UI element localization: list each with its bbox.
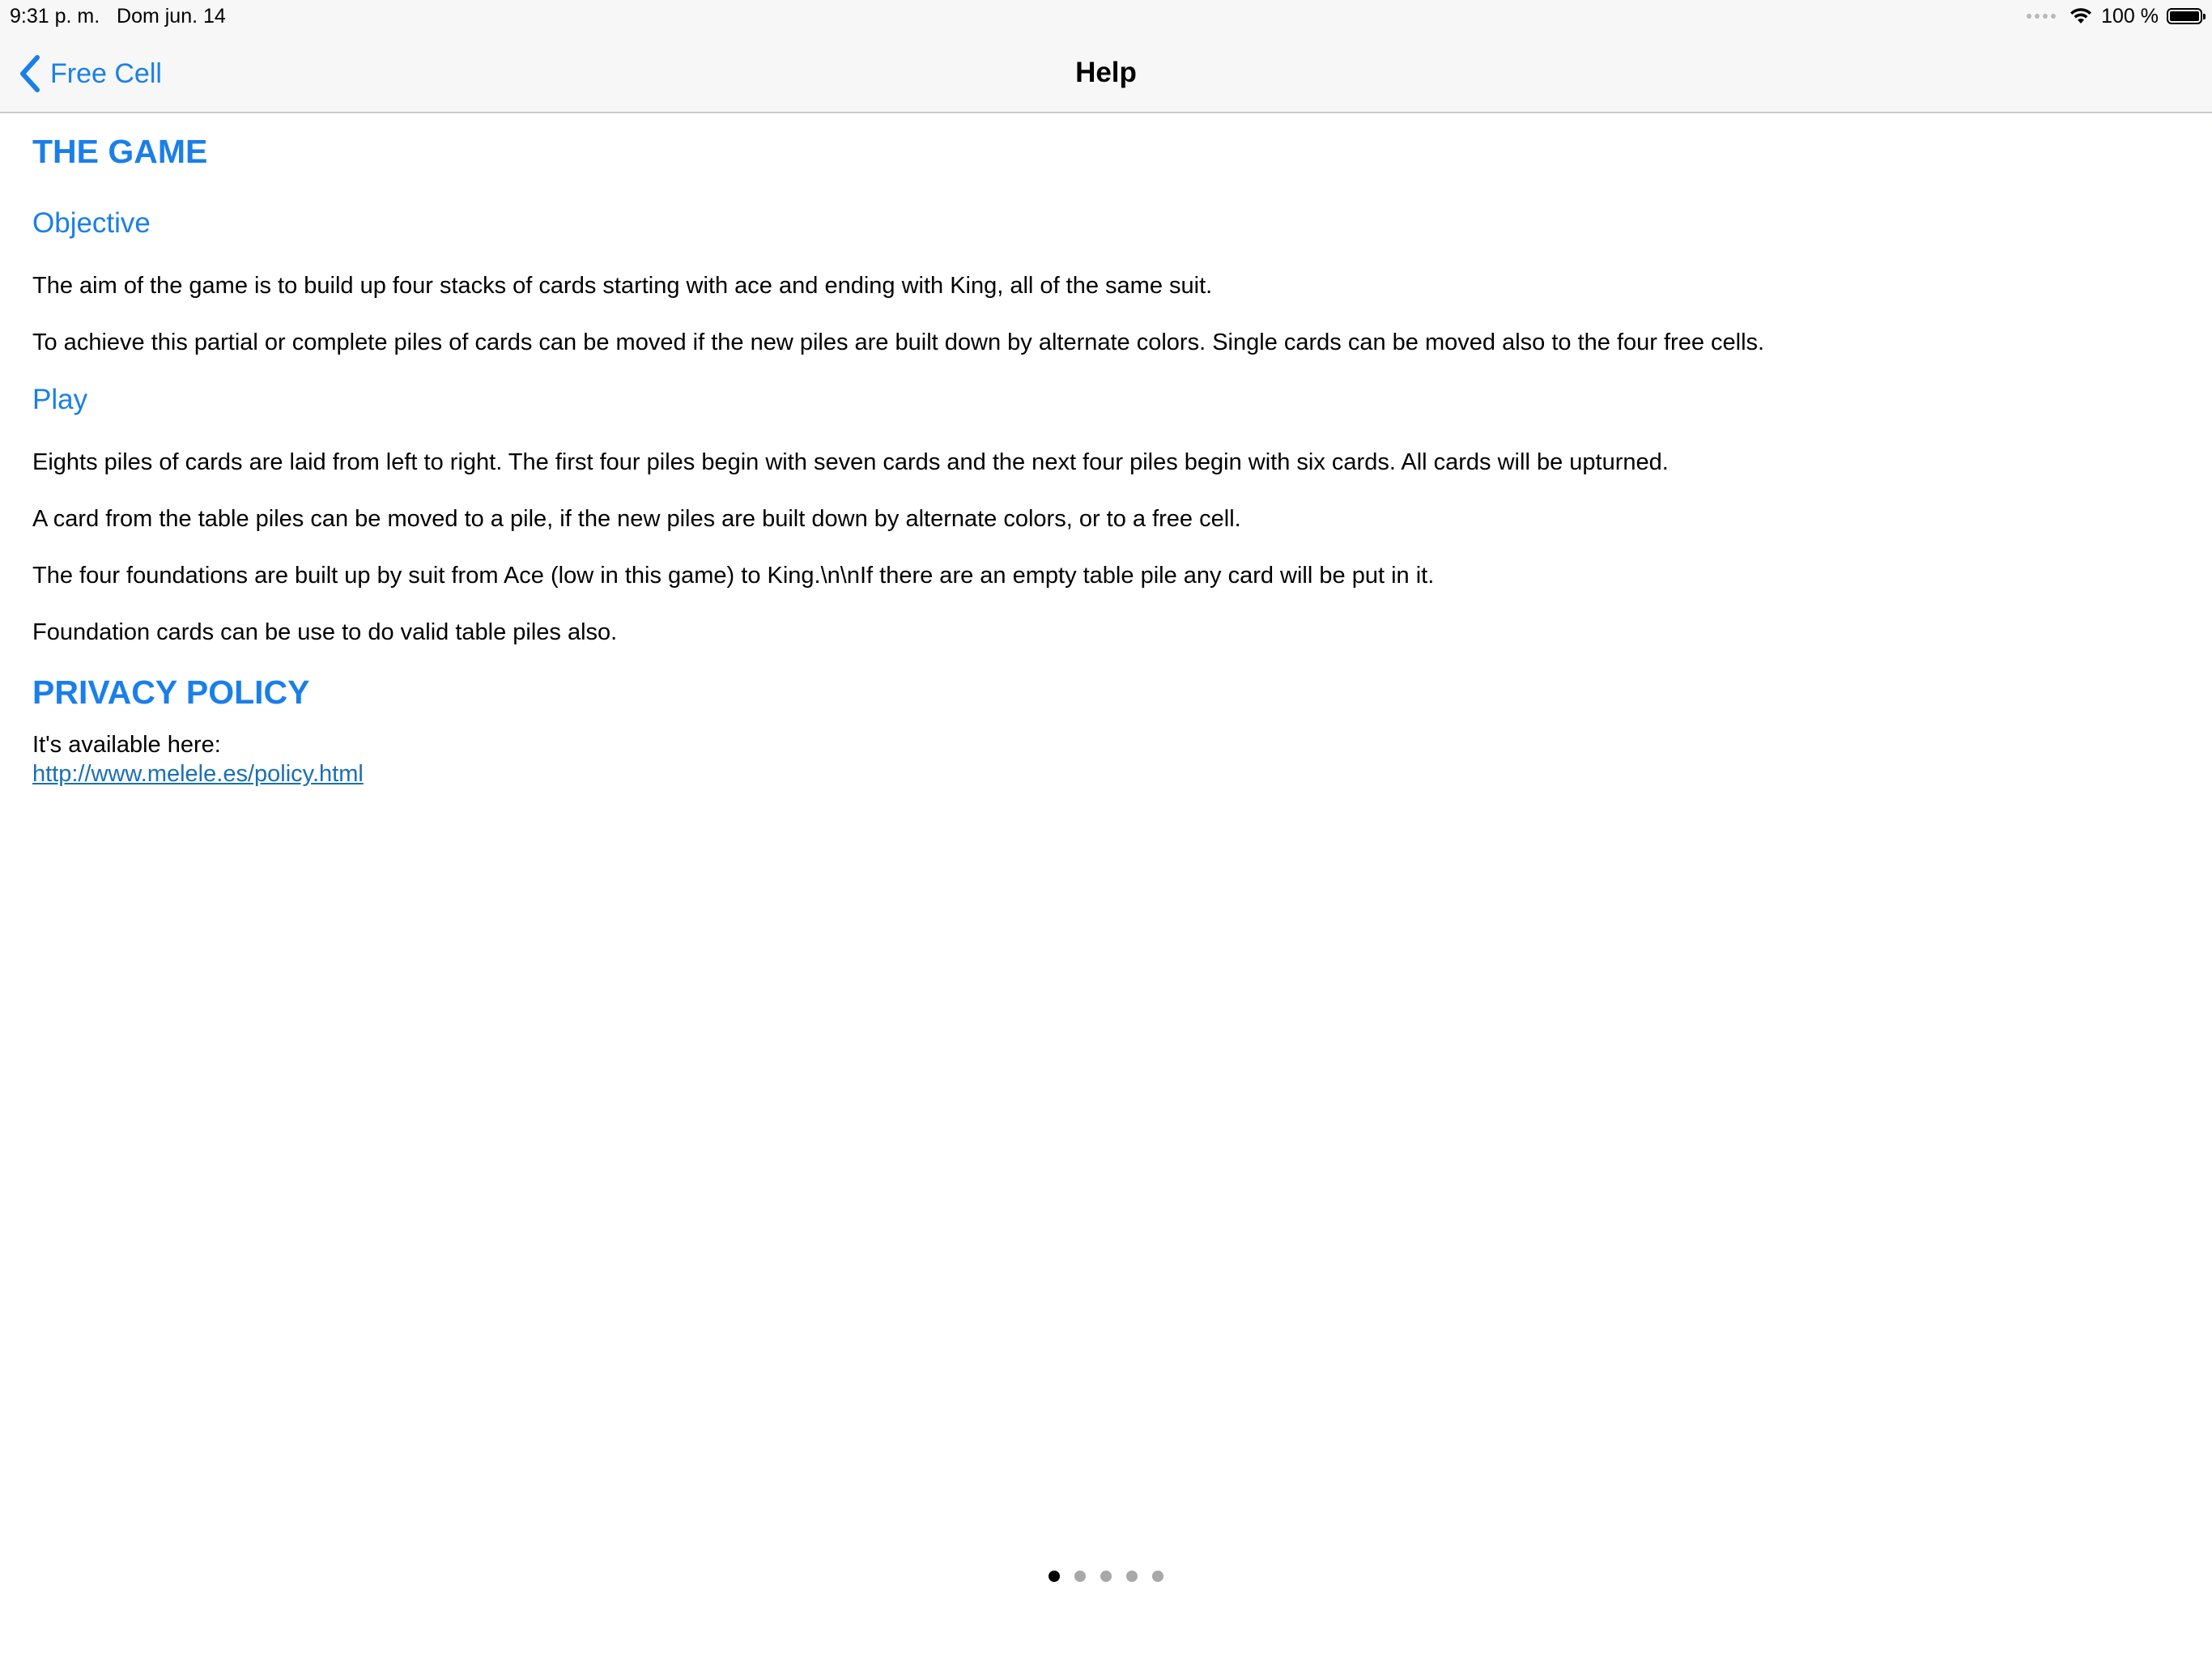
page-dot-2[interactable] — [1074, 1571, 1086, 1582]
page-dot-4[interactable] — [1126, 1571, 1138, 1582]
help-content — [32, 113, 2170, 789]
battery-icon — [2167, 8, 2202, 24]
section-heading-game: THE GAME — [32, 133, 208, 170]
page-dot-5[interactable] — [1152, 1571, 1163, 1582]
status-indicators — [2027, 3, 2202, 29]
privacy-policy-link[interactable]: http://www.melele.es/policy.html — [32, 761, 364, 787]
play-paragraph-4: Foundation cards can be use to do valid table piles also. — [32, 619, 618, 645]
objective-paragraph-2: To achieve this partial or complete piles of cards can be moved if the new piles are built down by alternate colors. Single cards can be moved also to the four free cells. — [32, 329, 1765, 355]
page-title: Help — [1075, 57, 1137, 88]
objective-paragraph-1: The aim of the game is to build up four stacks of cards starting with ace and ending with King, all of the same suit. — [32, 273, 1213, 299]
status-date: Dom jun. 14 — [117, 5, 226, 28]
play-paragraph-3: The four foundations are built up by suit from Ace (low in this game) to King.\n\nIf there are an empty table pile any card will be put in it. — [32, 563, 1435, 589]
battery-level — [2170, 11, 2199, 21]
play-paragraph-2: A card from the table piles can be moved to a pile, if the new piles are built down by alternate colors, or to a free cell. — [32, 506, 1241, 532]
heading-objective: Objective — [32, 207, 151, 239]
battery-percent: 100 % — [2101, 5, 2159, 28]
wifi-icon — [2069, 7, 2093, 25]
navigation-bar — [0, 32, 2212, 113]
page-dot-1[interactable] — [1049, 1571, 1060, 1582]
status-time — [10, 3, 226, 29]
cellular-signal-icon — [2027, 14, 2056, 19]
status-clock: 9:31 p. m. — [10, 5, 100, 28]
back-button-label: Free Cell — [50, 58, 162, 89]
page-indicator[interactable] — [0, 1571, 2212, 1582]
page-dot-3[interactable] — [1100, 1571, 1112, 1582]
status-bar — [0, 0, 2212, 32]
play-paragraph-1: Eights piles of cards are laid from left to right. The first four piles begin with seven cards and the next four piles begin with six cards. All cards will be upturned. — [32, 449, 1669, 475]
section-heading-privacy: PRIVACY POLICY — [32, 674, 310, 711]
privacy-text: It's available here: — [32, 732, 221, 758]
heading-play: Play — [32, 384, 88, 415]
